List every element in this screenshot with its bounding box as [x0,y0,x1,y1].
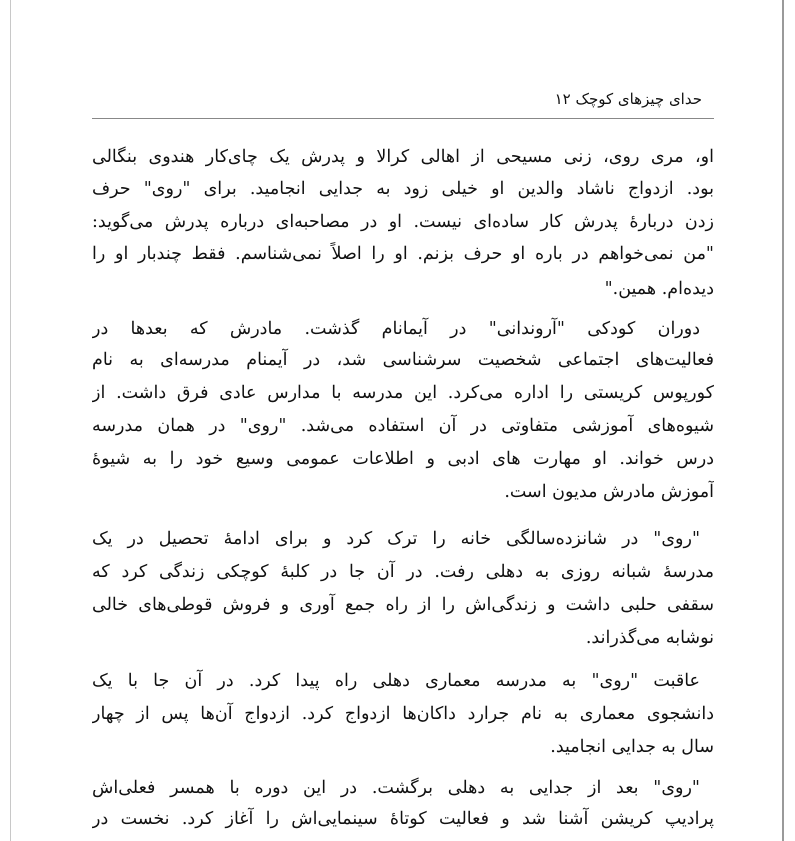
text-line: کورپوس کریستی را اداره می‌کرد. این مدرسه با مدارس عادی فرق داشت. از [92,383,714,403]
text-line: "من نمی‌خواهم در باره او حرف بزنم. او را اصلاً نمی‌شناسم. فقط چندبار او را [92,244,714,264]
text-line: آموزش مادرش مدیون است. [504,482,714,502]
text-line: بود. ازدواج ناشاد والدین او خیلی زود به جدایی انجامید. برای "روی" حرف [92,179,714,199]
text-line: دوران کودکی "آروندانی" در آیمانام گذشت. مادرش که بعدها در [92,319,700,339]
running-head: حدای چیزهای کوچک ۱۲ [554,90,702,108]
text-line: درس خواند. او مهارت های ادبی و اطلاعات عمومی وسیع خود را به شیوهٔ [92,449,714,469]
text-line: نوشابه می‌گذراند. [585,628,714,648]
text-line: زدن دربارهٔ پدرش کار ساده‌ای نیست. او در مصاحبه‌ای درباره پدرش می‌گوید: [92,212,714,232]
page-right-edge [782,0,784,841]
text-line: دیده‌ام. همین." [604,279,714,299]
text-line: فعالیت‌های اجتماعی شخصیت سرشناسی شد، در آیمنام مدرسه‌ای به نام [92,350,714,370]
text-line: مدرسهٔ شبانه روزی به دهلی رفت. در آن جا در کلبهٔ کوچکی زندگی کرد که [92,562,714,582]
text-line: سال به جدایی انجامید. [550,737,714,757]
text-line: دانشجوی معماری به نام جرارد داکان‌ها ازدواج کرد. ازدواج آن‌ها پس از چهار [92,704,714,724]
text-line: "روی" بعد از جدایی به دهلی برگشت. در این دوره با همسر فعلی‌اش [92,778,700,798]
text-line: شیوه‌های آموزشی متفاوتی در آن استفاده می‌شد. "روی" در همان مدرسه [92,416,714,436]
text-line: سقفی حلبی داشت و زندگی‌اش را از راه جمع آوری و فروش قوطی‌های خالی [92,595,714,615]
text-line: عاقبت "روی" به مدرسه معماری دهلی راه پیدا کرد. در آن جا با یک [92,671,700,691]
text-line: پرادیپ کریشن آشنا شد و فعالیت کوتاهٔ سینمایی‌اش را آغاز کرد. نخست در [92,809,714,829]
header-rule [92,118,714,119]
page-left-edge [10,0,11,841]
text-line: او، مری روی، زنی مسیحی از اهالی کرالا و پدرش یک چای‌کار هندوی بنگالی [92,147,714,167]
text-line: "روی" در شانزده‌سالگی خانه را ترک کرد و برای ادامهٔ تحصیل در یک [92,529,700,549]
